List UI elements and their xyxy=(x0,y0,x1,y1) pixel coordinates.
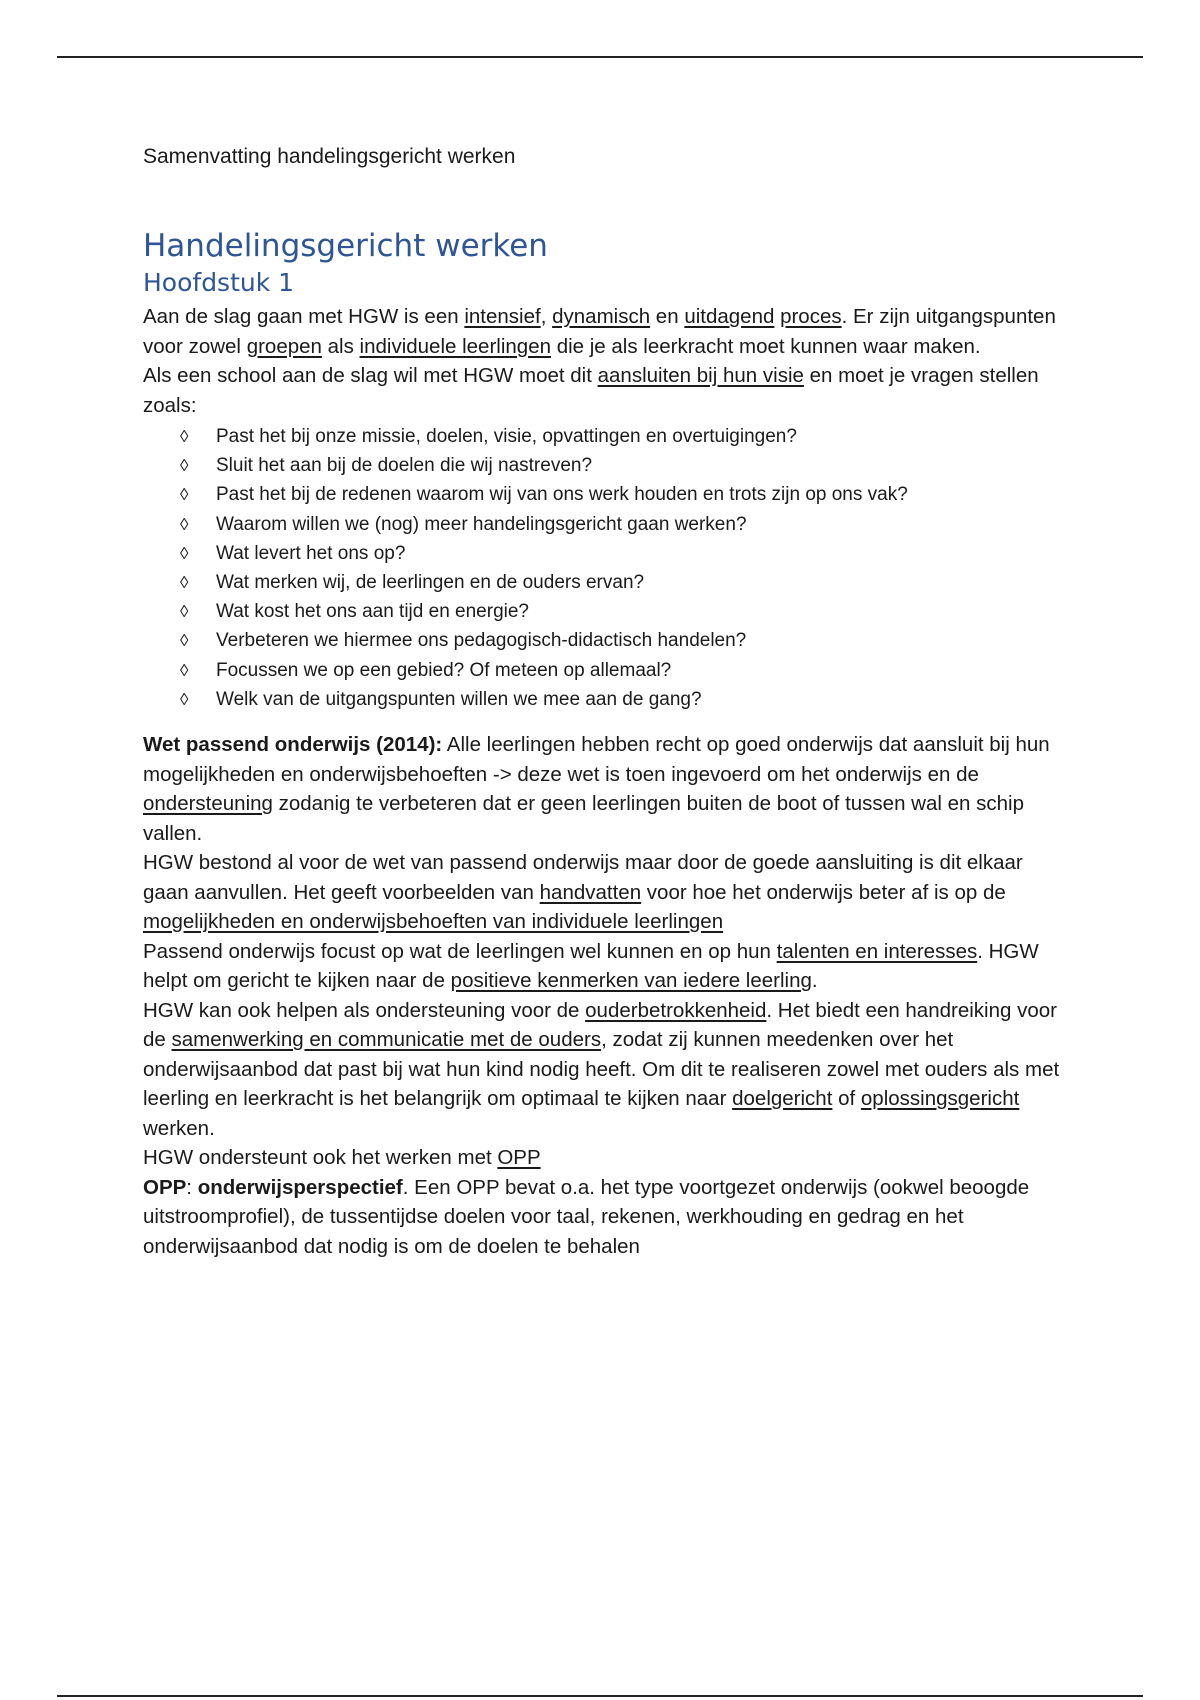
text-run: . Er zijn uitgangspunten voor zowel xyxy=(143,305,1056,358)
underlined-term: dynamisch xyxy=(552,305,651,328)
underlined-term: OPP xyxy=(497,1146,541,1170)
text-run: zodanig te verbeteren dat er geen leerlingen buiten de boot of tussen wal en schip vallen. xyxy=(143,792,1024,845)
bold-term: onderwijsperspectief xyxy=(197,1175,403,1199)
text-run: voor hoe het onderwijs beter af is op de xyxy=(641,880,1006,904)
diamond-bullet-icon: ◊ xyxy=(180,514,189,534)
underlined-term: doelgericht xyxy=(732,1087,833,1111)
list-item xyxy=(180,422,1063,451)
underlined-term: samenwerking en communicatie met de ouders xyxy=(171,1028,602,1052)
underlined-term: positieve kenmerken van iedere leerling xyxy=(450,969,812,993)
list-item-text: Waarom willen we (nog) meer handelingsgericht gaan werken? xyxy=(216,513,747,535)
text-run: . xyxy=(811,969,818,993)
list-item xyxy=(180,597,1063,626)
list-item xyxy=(180,656,1063,685)
passend-paragraph xyxy=(143,730,1063,848)
list-item xyxy=(180,626,1063,655)
text-run: Passend onderwijs focust op wat de leerlingen wel kunnen en op hun xyxy=(143,939,777,963)
underlined-term: mogelijkheden en onderwijsbehoeften van individuele leerlingen xyxy=(143,910,724,934)
question-list xyxy=(143,422,1063,714)
heading-2: Hoofdstuk 1 xyxy=(143,268,295,297)
text-run: Aan de slag gaan met HGW is een xyxy=(143,305,465,328)
list-item xyxy=(180,539,1063,568)
text-run: . Het biedt een handreiking voor de xyxy=(143,998,1057,1052)
document-title: Samenvatting handelingsgericht werken xyxy=(143,145,516,168)
list-item xyxy=(180,685,1063,714)
text-run: HGW ondersteunt ook het werken met xyxy=(143,1146,498,1170)
list-item-text: Verbeteren we hiermee ons pedagogisch-didactisch handelen? xyxy=(216,630,747,652)
text-run: , xyxy=(540,305,553,328)
text-run: en xyxy=(650,305,685,328)
text-run: die je als leerkracht moet kunnen waar maken. xyxy=(551,334,981,358)
diamond-bullet-icon: ◊ xyxy=(180,456,189,476)
school-paragraph xyxy=(143,361,1063,420)
list-item xyxy=(180,451,1063,480)
intro-paragraph xyxy=(143,302,1063,361)
bold-term: OPP xyxy=(143,1175,187,1199)
text-run: en moet je vragen stellen zoals: xyxy=(143,364,1039,417)
list-item-text: Wat merken wij, de leerlingen en de ouders ervan? xyxy=(216,572,645,594)
text-run: als xyxy=(321,334,360,358)
list-item-text: Wat levert het ons op? xyxy=(216,542,406,564)
underlined-term: talenten en interesses xyxy=(776,939,978,963)
list-item xyxy=(180,480,1063,509)
list-item-text: Past het bij onze missie, doelen, visie, opvattingen en overtuigingen? xyxy=(216,426,797,447)
ouders-paragraph xyxy=(143,996,1063,1144)
list-item xyxy=(180,568,1063,597)
text-run: HGW bestond al voor de wet van passend onderwijs maar door de goede aansluiting is dit elkaar gaan aanvullen. Het geeft voorbeelden van xyxy=(143,851,1023,904)
text-run: , zodat zij kunnen meedenken over het onderwijsaanbod dat past bij wat hun kind nodig heeft. Om dit te realiseren zowel met ouders als met leerling en leerkracht is het belangrijk om optimaal te kijken naar xyxy=(143,1028,1060,1111)
opp-line xyxy=(143,1143,1063,1173)
diamond-bullet-icon: ◊ xyxy=(180,427,189,446)
hgw-paragraph xyxy=(143,848,1063,937)
footer-rule xyxy=(57,1695,1143,1697)
underlined-term: groepen xyxy=(246,334,322,358)
diamond-bullet-icon: ◊ xyxy=(180,631,189,651)
diamond-bullet-icon: ◊ xyxy=(180,573,189,593)
text-run: HGW kan ook helpen als ondersteuning voor de xyxy=(143,998,586,1022)
text-run: . Een OPP bevat o.a. het type voortgezet onderwijs (ookwel beoogde uitstroomprofiel), de tussentijdse doelen voor taal, rekenen, werkhouding en gedrag en het onderwijsaanbod dat nodig is om de doelen te behalen xyxy=(143,1175,1030,1258)
text-run: . HGW helpt om gericht te kijken naar de xyxy=(143,939,1039,993)
underlined-term: individuele leerlingen xyxy=(359,334,551,358)
list-item-text: Focussen we op een gebied? Of meteen op allemaal? xyxy=(216,659,672,681)
underlined-term: handvatten xyxy=(539,880,642,904)
diamond-bullet-icon: ◊ xyxy=(180,689,189,709)
list-item-text: Welk van de uitgangspunten willen we mee aan de gang? xyxy=(216,688,702,710)
diamond-bullet-icon: ◊ xyxy=(180,602,189,622)
diamond-bullet-icon: ◊ xyxy=(180,660,189,680)
header-rule xyxy=(57,56,1143,58)
document-page xyxy=(143,140,1063,1261)
section-passend-onderwijs xyxy=(143,730,1063,1261)
diamond-bullet-icon: ◊ xyxy=(180,543,189,563)
underlined-term: ouderbetrokkenheid xyxy=(585,998,767,1022)
list-item-text: Past het bij de redenen waarom wij van ons werk houden en trots zijn op ons vak? xyxy=(216,484,908,506)
underlined-term: uitdagend xyxy=(684,305,775,328)
text-run: Alle leerlingen hebben recht op goed onderwijs dat aansluit bij hun mogelijkheden en onderwijsbehoeften -> deze wet is toen ingevoerd om het onderwijs en de xyxy=(143,733,1050,786)
bold-term: Wet passend onderwijs (2014): xyxy=(143,733,443,757)
list-item-text: Wat kost het ons aan tijd en energie? xyxy=(216,601,529,623)
text-run: Als een school aan de slag wil met HGW moet dit xyxy=(143,364,598,387)
text-run: werken. xyxy=(143,1116,215,1140)
underlined-term: aansluiten bij hun visie xyxy=(597,364,804,387)
diamond-bullet-icon: ◊ xyxy=(180,485,189,505)
underlined-term: oplossingsgericht xyxy=(860,1087,1020,1111)
opp-definition xyxy=(143,1173,1063,1262)
list-item-text: Sluit het aan bij de doelen die wij nastreven? xyxy=(216,455,593,477)
text-run: of xyxy=(832,1087,861,1111)
list-item xyxy=(180,510,1063,539)
underlined-term: ondersteuning xyxy=(143,792,273,816)
heading-1: Handelingsgericht werken xyxy=(143,228,548,264)
focus-paragraph xyxy=(143,937,1063,996)
underlined-term: proces xyxy=(780,305,842,328)
underlined-term: intensief xyxy=(464,305,541,328)
text-run: : xyxy=(186,1175,198,1199)
